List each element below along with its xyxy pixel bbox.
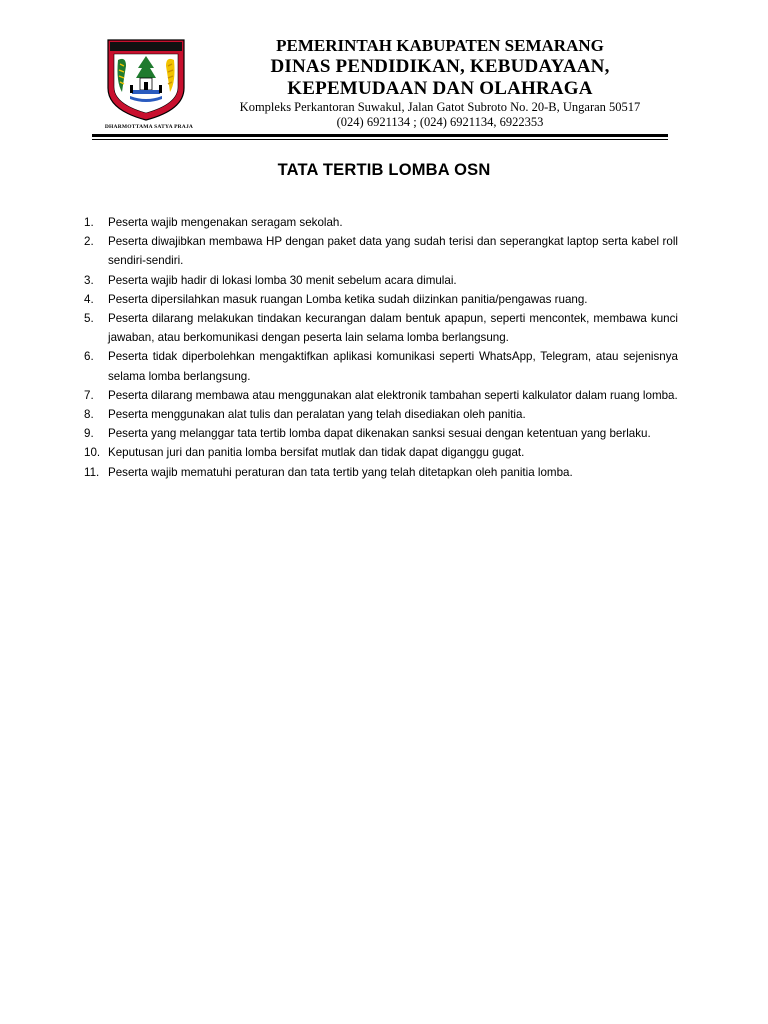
letterhead-divider-thick	[92, 134, 668, 137]
department-name-line1: DINAS PENDIDIKAN, KEBUDAYAAN,	[270, 56, 610, 77]
item-text: Peserta dipersilahkan masuk ruangan Lomba ketika sudah diizinkan panitia/pengawas ruang.	[108, 292, 588, 306]
item-number: 3.	[84, 273, 94, 287]
logo-motto: DHARMOTTAMA SATYA PRAJA	[104, 124, 194, 130]
rules-list	[84, 213, 678, 482]
government-name: PEMERINTAH KABUPATEN SEMARANG	[276, 36, 604, 55]
item-text: Peserta menggunakan alat tulis dan peralatan yang telah disediakan oleh panitia.	[108, 408, 526, 422]
item-number: 11.	[84, 465, 100, 479]
item-text: Peserta wajib mematuhi peraturan dan tata tertib yang telah ditetapkan oleh panitia lomba.	[108, 465, 573, 479]
kabupaten-semarang-logo	[104, 38, 188, 122]
item-text: Peserta tidak diperbolehkan mengaktifkan aplikasi komunikasi seperti WhatsApp, Telegram, atau sejenisnya selama lomba berlangsung.	[108, 350, 678, 383]
department-name-line2: KEPEMUDAAN DAN OLAHRAGA	[287, 78, 593, 99]
item-number: 6.	[84, 350, 94, 364]
list-item	[84, 424, 678, 443]
item-text: Peserta dilarang membawa atau menggunakan alat elektronik tambahan seperti kalkulator dalam ruang lomba.	[108, 388, 678, 402]
document-title: TATA TERTIB LOMBA OSN	[277, 161, 491, 179]
item-number: 1.	[84, 216, 94, 229]
list-item	[84, 463, 678, 482]
item-number: 7.	[84, 388, 94, 402]
contact-line	[210, 115, 670, 132]
list-item	[84, 309, 678, 347]
list-item	[84, 405, 678, 424]
letterhead	[210, 36, 670, 132]
list-item	[84, 347, 678, 385]
fax-number: (024) 6921134, 6922353	[419, 115, 544, 129]
item-text: Peserta wajib mengenakan seragam sekolah.	[108, 216, 343, 229]
item-number: 2.	[84, 235, 94, 249]
office-address: Kompleks Perkantoran Suwakul, Jalan Gatot Subroto No. 20-B, Ungaran 50517	[239, 100, 641, 114]
list-item	[84, 271, 678, 290]
item-text: Peserta yang melanggar tata tertib lomba dapat dikenakan sanksi sesuai dengan ketentuan yang berlaku.	[108, 427, 651, 441]
list-item	[84, 290, 678, 309]
list-item	[84, 443, 678, 462]
item-text: Peserta dilarang melakukan tindakan kecurangan dalam bentuk apapun, seperti mencontek, membawa kunci jawaban, atau berkomunikasi dengan peserta lain selama lomba berlangsung.	[108, 312, 678, 345]
item-number: 5.	[84, 312, 94, 326]
list-item	[84, 386, 678, 405]
letterhead-divider-thin	[92, 139, 668, 140]
item-number: 9.	[84, 427, 94, 441]
phone-number: (024) 6921134 ;	[336, 115, 420, 129]
list-item	[84, 213, 678, 232]
item-text: Peserta diwajibkan membawa HP dengan paket data yang sudah terisi dan seperangkat laptop serta kabel roll sendiri-sendiri.	[108, 235, 678, 268]
item-text: Keputusan juri dan panitia lomba bersifat mutlak dan tidak dapat diganggu gugat.	[108, 446, 525, 460]
item-number: 4.	[84, 292, 94, 306]
item-number: 8.	[84, 408, 94, 422]
item-text: Peserta wajib hadir di lokasi lomba 30 menit sebelum acara dimulai.	[108, 273, 457, 287]
item-number: 10.	[84, 446, 101, 460]
list-item	[84, 232, 678, 270]
